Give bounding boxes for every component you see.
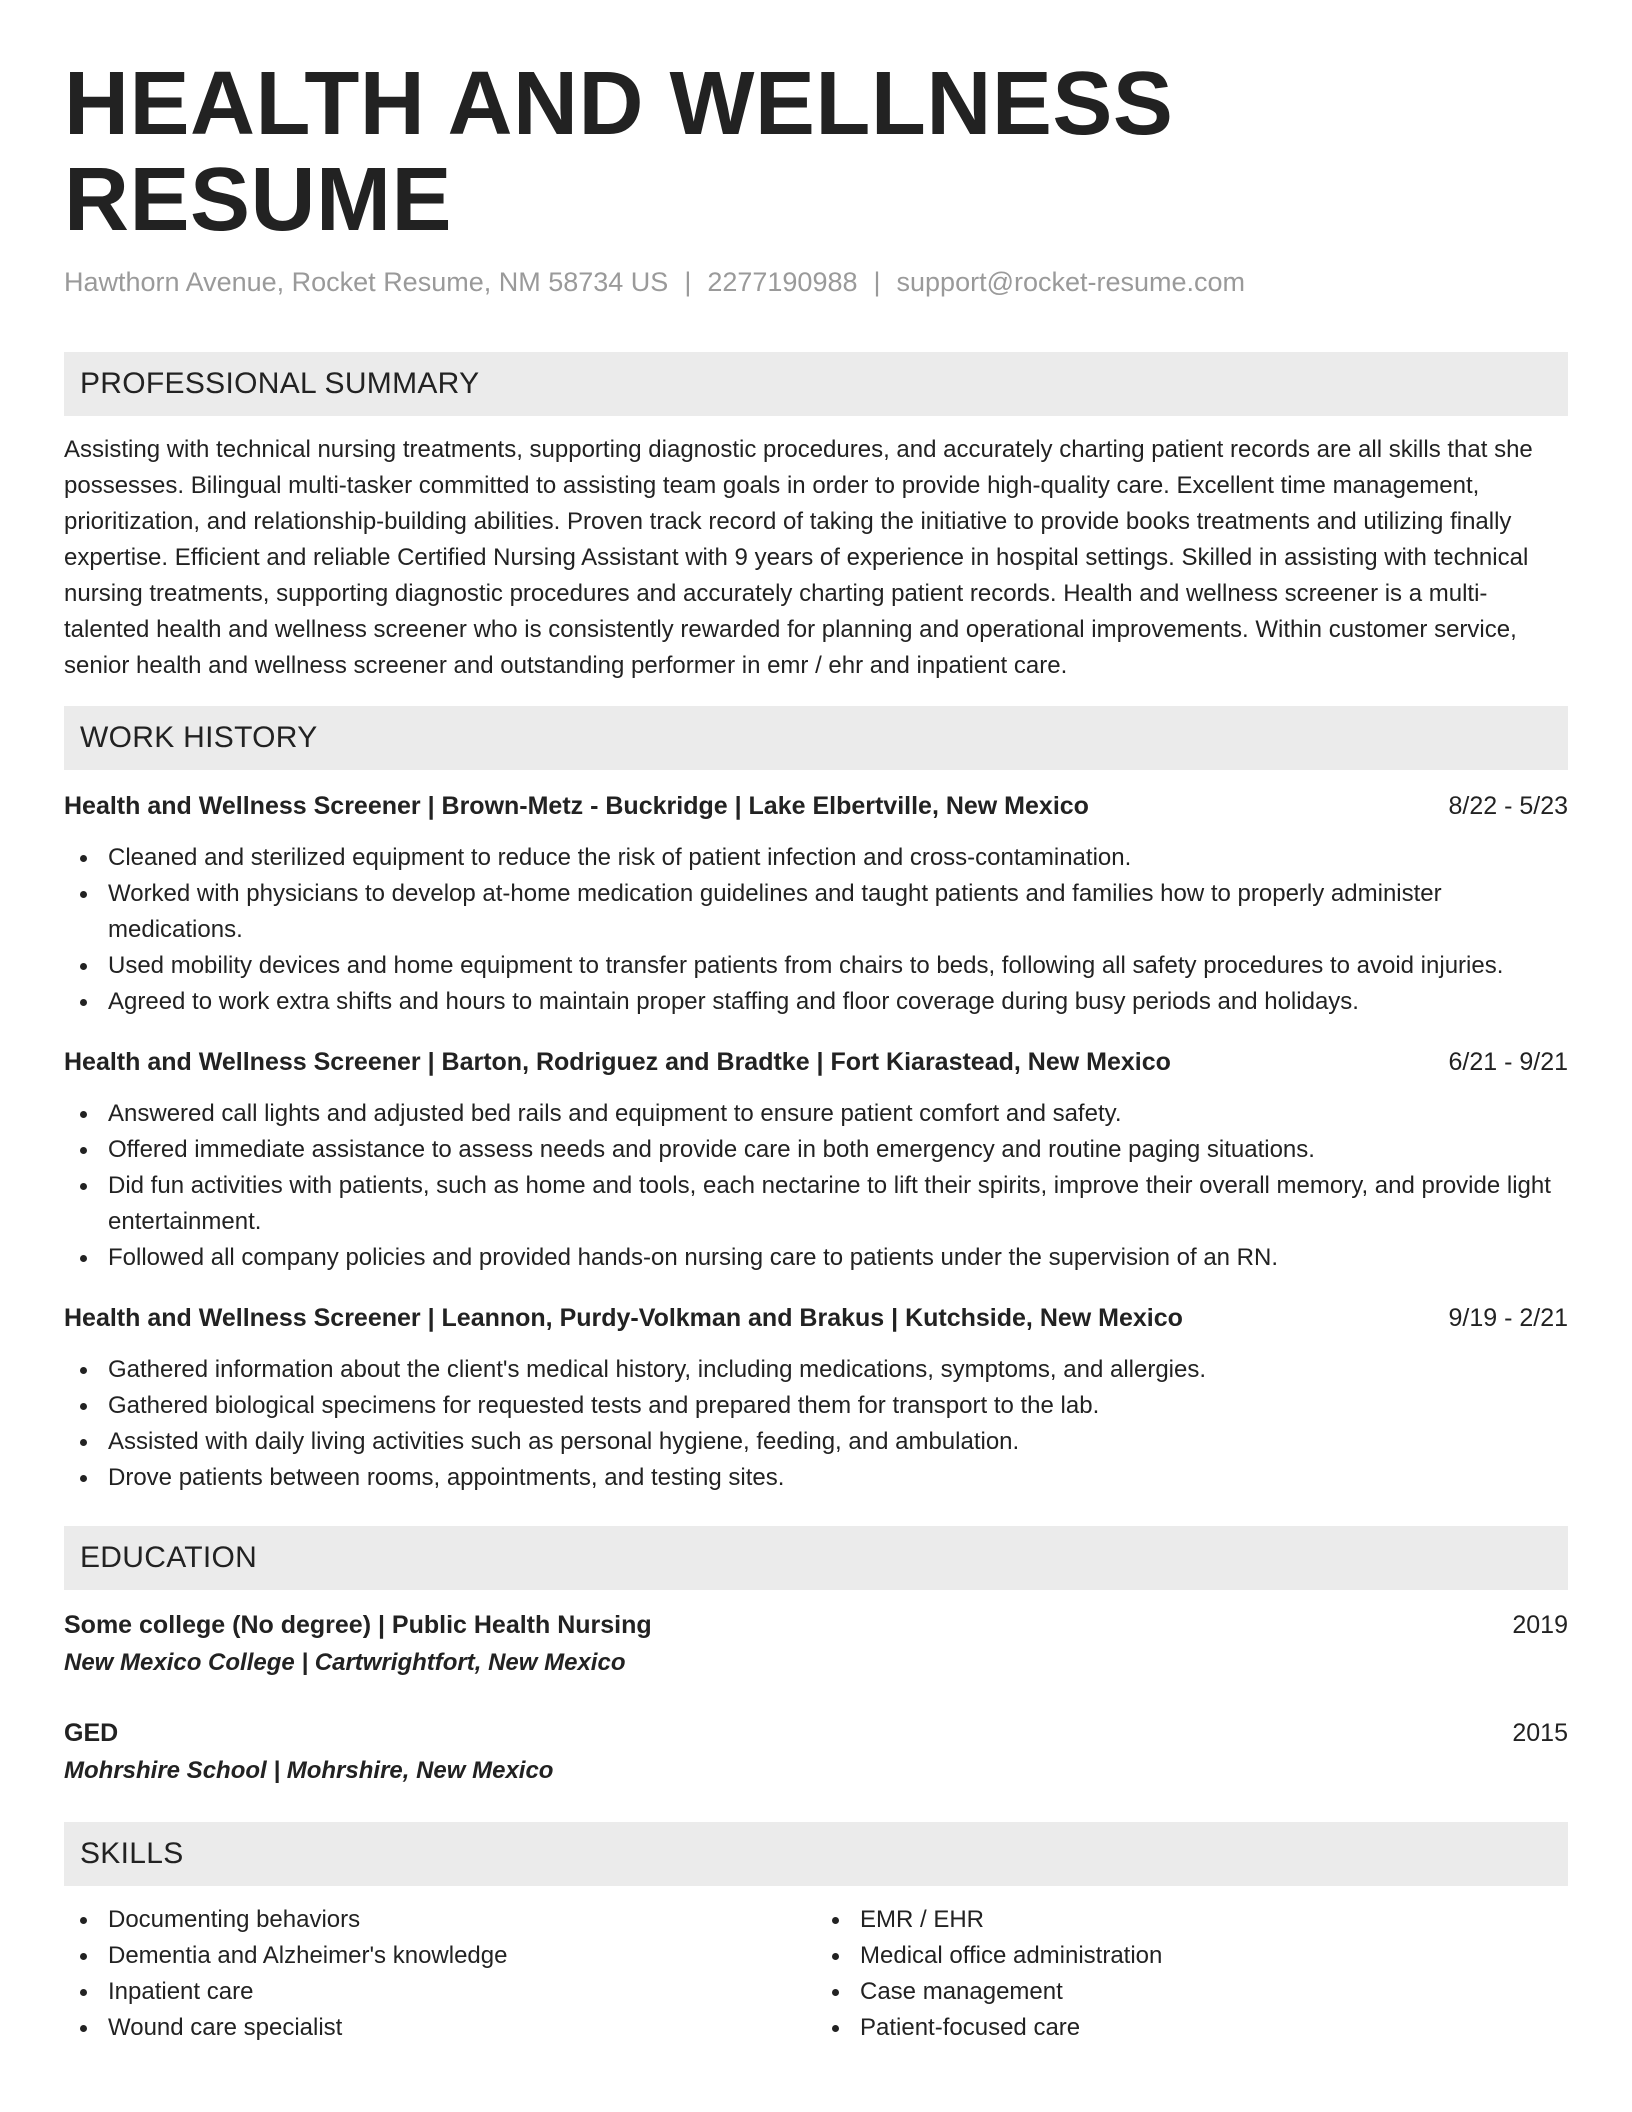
job-dates: 6/21 - 9/21 (1448, 1048, 1568, 1076)
job-bullet: Offered immediate assistance to assess needs and provide care in both emergency and routine paging situations. (64, 1132, 1568, 1168)
job-entry (64, 788, 1568, 1020)
education-school: Mohrshire School | Mohrshire, New Mexico (64, 1757, 554, 1784)
job-header (64, 1300, 1568, 1336)
skills-grid (64, 1902, 1568, 2046)
skill-item: Medical office administration (816, 1938, 1568, 1974)
education-degree: GED (64, 1719, 119, 1747)
job-bullet: Worked with physicians to develop at-home medication guidelines and taught patients and families how to properly administer medications. (64, 876, 1568, 948)
job-bullet: Followed all company policies and provided hands-on nursing care to patients under the supervision of an RN. (64, 1240, 1568, 1276)
education-entry (64, 1714, 1568, 1790)
job-header (64, 1044, 1568, 1080)
skills-column-left (64, 1902, 816, 2046)
job-bullet: Agreed to work extra shifts and hours to maintain proper staffing and floor coverage during busy periods and holidays. (64, 984, 1568, 1020)
job-entry (64, 1044, 1568, 1276)
education-year: 2015 (1512, 1719, 1568, 1747)
education-header (64, 1714, 1568, 1752)
job-bullet: Assisted with daily living activities such as personal hygiene, feeding, and ambulation. (64, 1424, 1568, 1460)
job-bullets (64, 1352, 1568, 1496)
section-header-summary: PROFESSIONAL SUMMARY (64, 352, 1568, 416)
contact-email: support@rocket-resume.com (896, 267, 1246, 297)
contact-line (64, 264, 1568, 300)
job-bullet: Gathered biological specimens for requested tests and prepared them for transport to the lab. (64, 1388, 1568, 1424)
job-bullet: Answered call lights and adjusted bed rails and equipment to ensure patient comfort and safety. (64, 1096, 1568, 1132)
job-bullet: Used mobility devices and home equipment to transfer patients from chairs to beds, following all safety procedures to avoid injuries. (64, 948, 1568, 984)
contact-address: Hawthorn Avenue, Rocket Resume, NM 58734 US (64, 267, 669, 297)
resume-title: HEALTH AND WELLNESS RESUME (64, 54, 1174, 250)
job-title: Health and Wellness Screener | Barton, Rodriguez and Bradtke | Fort Kiarastead, New Mexico (64, 1048, 1171, 1076)
contact-phone: 2277190988 (707, 267, 858, 297)
job-entry (64, 1300, 1568, 1496)
job-title: Health and Wellness Screener | Brown-Metz - Buckridge | Lake Elbertville, New Mexico (64, 792, 1089, 820)
education-year: 2019 (1512, 1611, 1568, 1639)
job-title: Health and Wellness Screener | Leannon, Purdy-Volkman and Brakus | Kutchside, New Mexico (64, 1304, 1183, 1332)
skills-list (816, 1902, 1568, 2046)
job-bullets (64, 840, 1568, 1020)
section-header-skills: SKILLS (64, 1822, 1568, 1886)
skill-item: Dementia and Alzheimer's knowledge (64, 1938, 816, 1974)
skill-item: Inpatient care (64, 1974, 816, 2010)
job-bullet: Gathered information about the client's medical history, including medications, symptoms, and allergies. (64, 1352, 1568, 1388)
skill-item: Case management (816, 1974, 1568, 2010)
skill-item: Patient-focused care (816, 2010, 1568, 2046)
skills-column-right (816, 1902, 1568, 2046)
section-header-work-history: WORK HISTORY (64, 706, 1568, 770)
skills-list (64, 1902, 816, 2046)
job-header (64, 788, 1568, 824)
summary-text: Assisting with technical nursing treatments, supporting diagnostic procedures, and accurately charting patient records are all skills that she possesses. Bilingual multi-tasker committed to assisting team goals in order to provide high-quality care. Excellent time management, prioritization, and relationship-building abilities. Proven track record of taking the initiative to provide books treatments and utilizing finally expertise. Efficient and reliable Certified Nursing Assistant with 9 years of experience in hospital settings. Skilled in assisting with technical nursing treatments, supporting diagnostic procedures and accurately charting patient records. Health and wellness screener is a multi-talented health and wellness screener who is consistently rewarded for planning and operational improvements. Within customer service, senior health and wellness screener and outstanding performer in emr / ehr and inpatient care. (64, 436, 1533, 679)
skill-item: Documenting behaviors (64, 1902, 816, 1938)
job-dates: 9/19 - 2/21 (1448, 1304, 1568, 1332)
contact-separator: | (684, 267, 692, 297)
job-dates: 8/22 - 5/23 (1448, 792, 1568, 820)
job-bullet: Cleaned and sterilized equipment to reduce the risk of patient infection and cross-contamination. (64, 840, 1568, 876)
contact-separator: | (873, 267, 881, 297)
job-bullets (64, 1096, 1568, 1276)
education-degree: Some college (No degree) | Public Health Nursing (64, 1611, 652, 1639)
education-header (64, 1606, 1568, 1644)
job-bullet: Drove patients between rooms, appointments, and testing sites. (64, 1460, 1568, 1496)
education-entry (64, 1606, 1568, 1682)
education-school: New Mexico College | Cartwrightfort, New Mexico (64, 1649, 626, 1676)
job-bullet: Did fun activities with patients, such as home and tools, each nectarine to lift their spirits, improve their overall memory, and provide light entertainment. (64, 1168, 1568, 1240)
section-header-education: EDUCATION (64, 1526, 1568, 1590)
skill-item: Wound care specialist (64, 2010, 816, 2046)
skill-item: EMR / EHR (816, 1902, 1568, 1938)
